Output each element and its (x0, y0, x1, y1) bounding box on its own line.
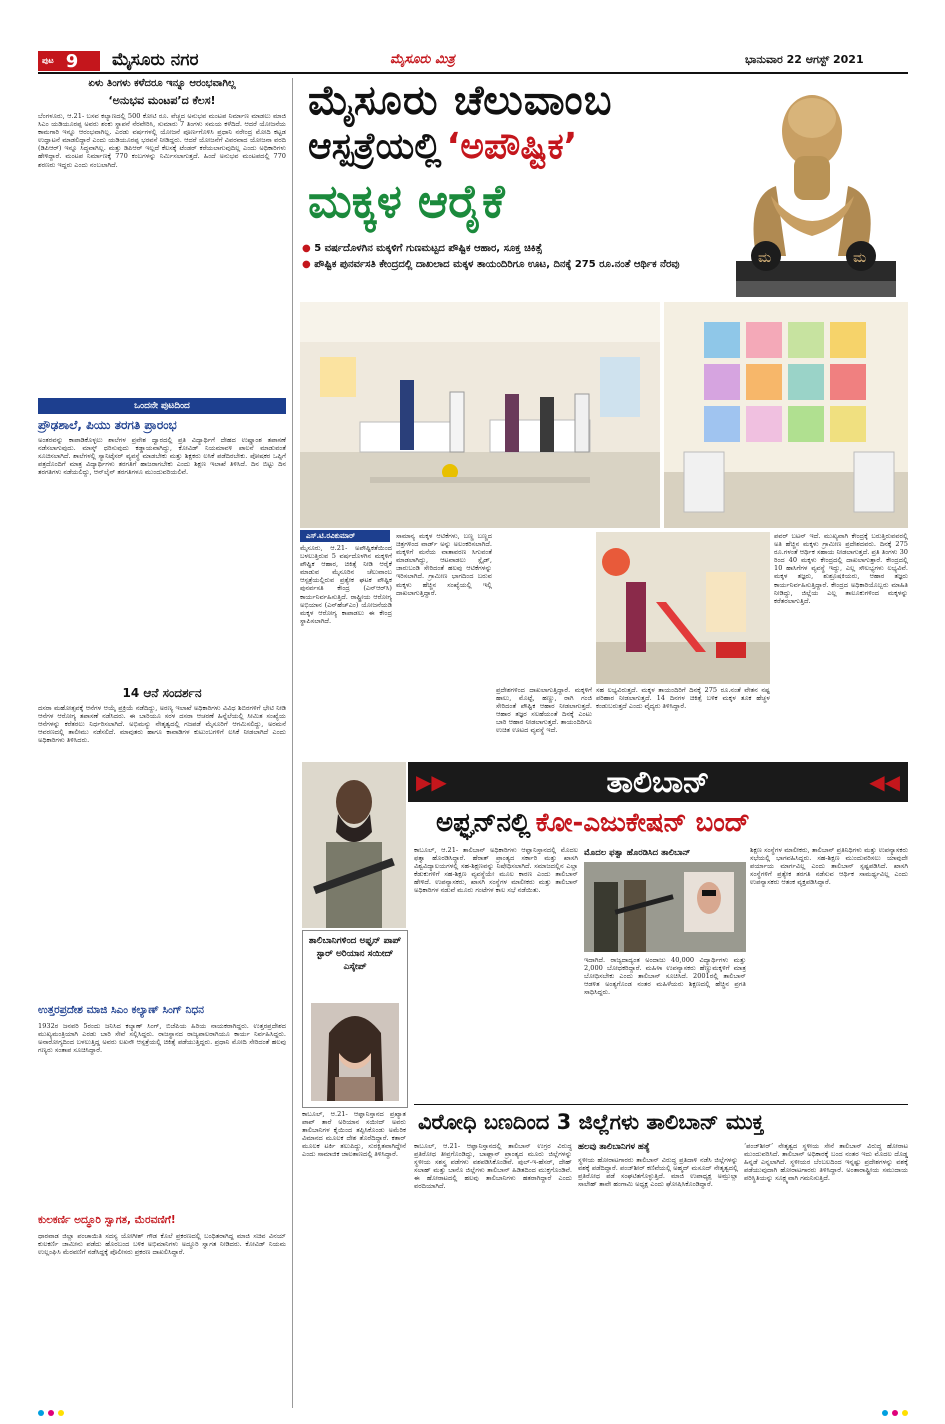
taliban-body-col: ಶಿಕ್ಷಣ ಸಂಸ್ಥೆಗಳ ಮಾಲೀಕರು, ತಾಲಿಬಾನ್ ಪ್ರತಿನಿಧಿಗಳು ಮತ್ತು ಉಪನ್ಯಾಸಕರು ಸಭೆಯಲ್ಲಿ ಭಾಗವಹಿಸಿದ್ದರು. ಸಹ-ಶಿಕ್ಷಣ ಮುಂದುವರಿಸಲು ಯಾವುದೇ ಪರ್ಯಾಯ ಮಾರ್ಗವಿಲ್ಲ ಎಂದು ತಾಲಿಬಾನ್ ಸ್ಪಷ್ಟಪಡಿಸಿದೆ. ಖಾಸಗಿ ಸಂಸ್ಥೆಗಳಿಗೆ ಪ್ರತ್ಯೇಕ ತರಗತಿ ನಡೆಸುವ ಆರ್ಥಿಕ ಸಾಮರ್ಥ್ಯವಿಲ್ಲ ಎಂದು ಉಪನ್ಯಾಸಕರು ಆತಂಕ ವ್ಯಕ್ತಪಡಿಸಿದ್ದಾರೆ. (750, 846, 908, 887)
lead-body-col: ಸಾಮಾನ್ಯ ಮಕ್ಕಳ ಆಟಿಕೆಗಳು, ಬಣ್ಣ ಬಣ್ಣದ ಚಿತ್ರಗಳಿಂದ ವಾರ್ಡ್ ಅನ್ನು ಅಲಂಕರಿಸಲಾಗಿದೆ. ಮಕ್ಕಳಿಗೆ ಮನೆಯ ವಾತಾವರಣ ಸಿಗುವಂತೆ ಮಾಡಲಾಗಿದ್ದು, ಆಟವಾಡಲು ಸ್ಲೈಡ್, ಜಾರುಬಂಡಿ ಸೇರಿದಂತೆ ಹಲವು ಆಟಿಕೆಗಳನ್ನು ಇರಿಸಲಾಗಿದೆ. ಗ್ರಾಮೀಣ ಭಾಗದಿಂದ ಬರುವ ಮಕ್ಕಳು ಹೆಚ್ಚಿನ ಸಂಖ್ಯೆಯಲ್ಲಿ ಇಲ್ಲಿ ದಾಖಲಾಗುತ್ತಿದ್ದಾರೆ. (396, 532, 492, 597)
continuation-label: ಒಂದನೇ ಪುಟದಿಂದ (134, 401, 190, 411)
taliban-section (296, 758, 908, 1408)
photo-caption: ಮೊದಲ ಫತ್ವಾ ಹೊರಡಿಸಿದ ತಾಲಿಬಾನ್ (584, 848, 691, 858)
bottom-body-col: ಕಾಬೂಲ್, ಆ.21- ಆಫ್ಘಾನಿಸ್ತಾನದಲ್ಲಿ ತಾಲಿಬಾನ್ ಉಗ್ರರ ವಿರುದ್ಧ ಪ್ರತಿರೋಧ ತೀವ್ರಗೊಂಡಿದ್ದು, ಬಾಘ್ಲಾನ್ ಪ್ರಾಂತ್ಯದ ಮೂರು ಜಿಲ್ಲೆಗಳನ್ನು ಸ್ಥಳೀಯ ಸಶಸ್ತ್ರ ಪಡೆಗಳು ವಶಪಡಿಸಿಕೊಂಡಿವೆ. ಪುಲ್-ಇ-ಹೆಸರ್, ದೇಹ್ ಸಲಾಹ್ ಮತ್ತು ಬಾನೊ ಜಿಲ್ಲೆಗಳು ತಾಲಿಬಾನ್ ಹಿಡಿತದಿಂದ ಮುಕ್ತಗೊಂಡಿವೆ. ಈ ಹೋರಾಟದಲ್ಲಿ ಹಲವು ತಾಲಿಬಾನಿಗಳು ಹತರಾಗಿದ್ದಾರೆ ಎಂದು ವರದಿಯಾಗಿದೆ. (414, 1142, 572, 1191)
taliban-body-col: ಕಾಬೂಲ್, ಆ.21- ತಾಲಿಬಾನ್ ಅಧಿಕಾರಿಗಳು ಆಫ್ಘಾನಿಸ್ತಾನದಲ್ಲಿ ಮೊದಲ ಫತ್ವಾ ಹೊರಡಿಸಿದ್ದಾರೆ. ಹೆರಾತ್ ಪ್ರಾಂತ್ಯದ ಸರ್ಕಾರಿ ಮತ್ತು ಖಾಸಗಿ ವಿಶ್ವವಿದ್ಯಾಲಯಗಳಲ್ಲಿ ಸಹ-ಶಿಕ್ಷಣವನ್ನು ನಿಷೇಧಿಸಲಾಗಿದೆ. ಸಮಾಜದಲ್ಲಿನ ಎಲ್ಲಾ ಕೆಡುಕುಗಳಿಗೆ ಸಹ-ಶಿಕ್ಷಣ ವ್ಯವಸ್ಥೆಯೇ ಮೂಲ ಕಾರಣ ಎಂದು ತಾಲಿಬಾನ್ ಹೇಳಿದೆ. ಉಪನ್ಯಾಸಕರು, ಖಾಸಗಿ ಸಂಸ್ಥೆಗಳ ಮಾಲೀಕರು ಮತ್ತು ತಾಲಿಬಾನ್ ಅಧಿಕಾರಿಗಳ ನಡುವೆ ಮೂರು ಗಂಟೆಗಳ ಕಾಲ ಸಭೆ ನಡೆಯಿತು. (414, 846, 578, 895)
popstar-body: ಕಾಬೂಲ್, ಆ.21- ಆಫ್ಘಾನಿಸ್ತಾನದ ಪ್ರಖ್ಯಾತ ಪಾಪ್ ತಾರೆ ಅರಿಯಾನ ಸಯೀದ್ ಅವರು ತಾಲಿಬಾನಿಗಳ ಕೈಯಿಂದ ತಪ್ಪಿಸಿಕೊಂಡು ಅಮೆರಿಕ ವಿಮಾನದ ಮೂಲಕ ದೇಶ ತೊರೆದಿದ್ದಾರೆ. ಕತಾರ್ ಮೂಲಕ ಟರ್ಕಿ ತಲುಪಿದ್ದು, ಸುರಕ್ಷಿತವಾಗಿದ್ದೇನೆ ಎಂದು ಸಾಮಾಜಿಕ ಜಾಲತಾಣದಲ್ಲಿ ತಿಳಿಸಿದ್ದಾರೆ. (302, 1110, 406, 1159)
issue-date: ಭಾನುವಾರ 22 ಆಗಸ್ಟ್ 2021 (745, 53, 864, 66)
lead-bullet (302, 258, 712, 271)
taliban-headline (436, 808, 750, 839)
playroom-photo (664, 302, 908, 528)
popstar-photo (311, 1003, 399, 1101)
lead-headline-line3: ಮಕ್ಕಳ ಆರೈಕೆ (308, 174, 505, 228)
page-number-box (38, 51, 100, 71)
lead-body-col: ಸಹ ಲಭ್ಯವಿರುತ್ತದೆ. ಮಕ್ಕಳ ತಾಯಂದಿರಿಗೆ ದಿನಕ್ಕೆ 275 ರೂ.ನಂತೆ ವೇತನ ನಷ್ಟ ಪರಿಹಾರ ನೀಡಲಾಗುತ್ತದೆ. 14 ದಿನಗಳ ಚಿಕಿತ್ಸೆ ಬಳಿಕ ಮಕ್ಕಳ ತೂಕ ಹೆಚ್ಚಳ ಕಂಡುಬರುತ್ತದೆ ಎಂದು ವೈದ್ಯರು ತಿಳಿಸಿದ್ದಾರೆ. (596, 686, 770, 711)
banner-right-arrows-icon: ◀◀ (869, 770, 900, 794)
lead-bullet-text: ಪೌಷ್ಟಿಕ ಪುನರ್ವಸತಿ ಕೇಂದ್ರದಲ್ಲಿ ದಾಖಲಾದ ಮಕ್ಕಳ ತಾಯಂದಿರಿಗೂ ಊಟ, ದಿನಕ್ಕೆ 275 ರೂ.ನಂತೆ ಆರ್ಥಿಕ ನೆರವು (314, 259, 680, 270)
statue-image (716, 76, 908, 302)
lead-story (296, 74, 908, 756)
hospital-ward-photo (300, 302, 660, 528)
slide-photo (596, 532, 770, 684)
story-body: ಧಾರವಾಡ ಜಿಲ್ಲಾ ಪಂಚಾಯಿತಿ ಸದಸ್ಯ ಯೋಗೀಶ್ ಗೌಡ ಕೊಲೆ ಪ್ರಕರಣದಲ್ಲಿ ಬಂಧಿತರಾಗಿದ್ದ ಮಾಜಿ ಸಚಿವ ವಿನಯ್ ಕುಲಕರ್ಣಿ ಜಾಮೀನು ಪಡೆದು ಹೊರಬಂದ ಬಳಿಕ ಅಭಿಮಾನಿಗಳು ಅದ್ಧೂರಿ ಸ್ವಾಗತ ನೀಡಿದರು. ಕೋವಿಡ್ ನಿಯಮ ಉಲ್ಲಂಘಿಸಿ ಮೆರವಣಿಗೆ ನಡೆಸಿದ್ದಕ್ಕೆ ಪೊಲೀಸರು ಪ್ರಕರಣ ದಾಖಲಿಸಿದ್ದಾರೆ. (38, 1232, 286, 1257)
lead-body-col: ಮೈಸೂರು, ಆ.21- ಅಪೌಷ್ಟಿಕತೆಯಿಂದ ಬಳಲುತ್ತಿರುವ 5 ವರ್ಷದೊಳಗಿನ ಮಕ್ಕಳಿಗೆ ಪೌಷ್ಟಿಕ ಆಹಾರ, ಚಿಕಿತ್ಸೆ ನೀಡಿ ಆರೈಕೆ ಮಾಡುವ ಮೈಸೂರಿನ ಚೆಲುವಾಂಬ ಆಸ್ಪತ್ರೆಯಲ್ಲಿರುವ ಪ್ರತ್ಯೇಕ ಘಟಕ ಪೌಷ್ಟಿಕ ಪುನರ್ವಸತಿ ಕೇಂದ್ರ (ಎನ್‌ಆರ್‌ಸಿ) ಕಾರ್ಯನಿರ್ವಹಿಸುತ್ತಿದೆ. ರಾಷ್ಟ್ರೀಯ ಆರೋಗ್ಯ ಅಭಿಯಾನ (ಎನ್‌ಹೆಚ್‌ಎಂ) ಯೋಜನೆಯಡಿ ಮಕ್ಕಳ ಆರೋಗ್ಯ ಕಾಪಾಡಲು ಈ ಕೇಂದ್ರ ಸ್ಥಾಪಿಸಲಾಗಿದೆ. (300, 544, 392, 625)
section-name: ಮೈಸೂರು ನಗರ (112, 50, 199, 70)
lead-body-col: ಪವರ್ ಬಟನ್ ಇದೆ. ಮುಖ್ಯವಾಗಿ ಕೇಂದ್ರಕ್ಕೆ ಬರುತ್ತಿರುವವರಲ್ಲಿ ಅತಿ ಹೆಚ್ಚಿನ ಮಕ್ಕಳು ಗ್ರಾಮೀಣ ಪ್ರದೇಶದವರು. ದಿನಕ್ಕೆ 275 ರೂ.ಗಳಂತೆ ಆರ್ಥಿಕ ಸಹಾಯ ನೀಡಲಾಗುತ್ತದೆ. ಪ್ರತಿ ತಿಂಗಳು 30 ರಿಂದ 40 ಮಕ್ಕಳು ಕೇಂದ್ರದಲ್ಲಿ ದಾಖಲಾಗುತ್ತಾರೆ. ಕೇಂದ್ರದಲ್ಲಿ 10 ಹಾಸಿಗೆಗಳ ವ್ಯವಸ್ಥೆ ಇದ್ದು, ಎಲ್ಲ ಸೌಲಭ್ಯಗಳು ಲಭ್ಯವಿವೆ. ಮಕ್ಕಳ ತಜ್ಞರು, ಶುಶ್ರೂಷಕಿಯರು, ಆಹಾರ ತಜ್ಞರು ಕಾರ್ಯನಿರ್ವಹಿಸುತ್ತಿದ್ದಾರೆ. ಕೇಂದ್ರದ ಅಧಿಕಾರಿಯೊಬ್ಬರು ಮಾಹಿತಿ ನೀಡಿದ್ದು, ಜಿಲ್ಲೆಯ ಎಲ್ಲ ತಾಲೂಕುಗಳಿಂದ ಮಕ್ಕಳನ್ನು ಕರೆತರಲಾಗುತ್ತಿದೆ. (774, 532, 908, 605)
banner-title: ತಾಲಿಬಾನ್ (606, 764, 710, 800)
bottom-body-col: ‘ಪಂಜ್‌ಶೀರ್’ ನೇತೃತ್ವದ ಸ್ಥಳೀಯ ಸೇನೆ ತಾಲಿಬಾನ್ ವಿರುದ್ಧ ಹೋರಾಟ ಮುಂದುವರಿಸಿದೆ. ತಾಲಿಬಾನ್ ಅಧಿಕಾರಕ್ಕೆ ಬಂದ ನಂತರ ಇದು ಮೊದಲ ದೊಡ್ಡ ಹಿನ್ನಡೆ ಎನ್ನಲಾಗಿದೆ. ಸ್ಥಳೀಯರ ಬೆಂಬಲದಿಂದ ಇನ್ನಷ್ಟು ಪ್ರದೇಶಗಳನ್ನು ವಶಕ್ಕೆ ಪಡೆಯುವುದಾಗಿ ಹೋರಾಟಗಾರರು ತಿಳಿಸಿದ್ದಾರೆ. ಅಂತಾರಾಷ್ಟ್ರೀಯ ಸಮುದಾಯ ಪರಿಸ್ಥಿತಿಯನ್ನು ಸೂಕ್ಷ್ಮವಾಗಿ ಗಮನಿಸುತ್ತಿದೆ. (744, 1142, 908, 1183)
bottom-headline: ವಿರೋಧಿ ಬಣದಿಂದ 3 ಜಿಲ್ಲೆಗಳು ತಾಲಿಬಾನ್ ಮುಕ್ತ (418, 1110, 764, 1134)
svg-text:ಮ: ಮ (758, 250, 772, 266)
lead-body-col: ಪ್ರದೇಶಗಳಿಂದ ದಾಖಲಾಗುತ್ತಿದ್ದಾರೆ. ಮಕ್ಕಳಿಗೆ ಹಾಲು, ಮೊಟ್ಟೆ, ಹಣ್ಣು, ರಾಗಿ ಗಂಜಿ ಸೇರಿದಂತೆ ಪೌಷ್ಟಿಕ ಆಹಾರ ನೀಡಲಾಗುತ್ತದೆ. ಆಹಾರ ತಜ್ಞರ ಸಲಹೆಯಂತೆ ದಿನಕ್ಕೆ ಎಂಟು ಬಾರಿ ಆಹಾರ ನೀಡಲಾಗುತ್ತದೆ. ತಾಯಂದಿರಿಗೂ ಉಚಿತ ಊಟದ ವ್ಯವಸ್ಥೆ ಇದೆ. (496, 686, 592, 735)
gunman-photo (302, 762, 406, 928)
continuation-bar (38, 398, 286, 414)
byline-tag (300, 530, 390, 542)
section-rule (414, 1104, 908, 1105)
lead-bullet (302, 242, 722, 255)
page-label: ಪುಟ (42, 56, 54, 65)
story-body: ಬೆಂಗಳೂರು, ಆ.21- ಬಸವ ಕಲ್ಯಾಣದಲ್ಲಿ 500 ಕೋಟಿ ರೂ. ವೆಚ್ಚದ ಅನುಭವ ಮಂಟಪ ನಿರ್ಮಾಣ ಮಾಡಲು ಮಾಜಿ ಸಿಎಂ ಯಡಿಯೂರಪ್ಪ ಅವರು ಶಂಕು ಸ್ಥಾಪನೆ ನೆರವೇರಿಸಿ, ಸುಮಾರು 7 ತಿಂಗಳು ಸಮಯ ಕಳೆದಿದೆ. ಆದರೆ ಯೋಜನೆಯ ಕಾಮಗಾರಿ ಇನ್ನೂ ಆರಂಭವಾಗಿಲ್ಲ. ಎರಡು ವರ್ಷಗಳಲ್ಲಿ ಯೋಜನೆ ಪೂರ್ಣಗೊಳಿಸಿ ಪ್ರಧಾನಿ ನರೇಂದ್ರ ಮೋದಿ ಕಟ್ಟಡ ಉದ್ಘಾಟನೆ ಮಾಡಲಿದ್ದಾರೆ ಎಂದು ಯಡಿಯೂರಪ್ಪ ಭರವಸೆ ನೀಡಿದ್ದರು. ಆದರೆ ಯೋಜನೆಗೆ ವಿವರವಾದ ಯೋಜನಾ ವರದಿ (ಡಿಪಿಆರ್) ಇನ್ನೂ ಸಿದ್ಧವಾಗಿಲ್ಲ. ಮತ್ತು ಡಿಪಿಆರ್ ಇಲ್ಲದೆ ಕೆಲಸಕ್ಕೆ ಟೆಂಡರ್ ಕರೆಯಲಾಗುವುದಿಲ್ಲ ಎಂದು ಅಧಿಕಾರಿಗಳು ಹೇಳಿದ್ದಾರೆ. ಮಂಟಪ ನಿರ್ಮಾಣಕ್ಕೆ 770 ಕಂಬಗಳನ್ನು ನಿರ್ಮಿಸಲಾಗುತ್ತದೆ. ಹಿಂದೆ ಅನುಭವ ಮಂಟಪದಲ್ಲಿ 770 ಶರಣರು ಇದ್ದರು ಎಂದು ನಂಬಲಾಗಿದೆ. (38, 112, 286, 169)
byline-text: ಎಸ್.ಟಿ.ರವಿಕುಮಾರ್ (306, 531, 356, 540)
story-headline: 14 ಆನೆ ಸಂದರ್ಶನ (122, 686, 202, 700)
story-headline: ಕುಲಕರ್ಣಿ ಅದ್ಧೂರಿ ಸ್ವಾಗತ, ಮೆರವಣಿಗೆ! (38, 1214, 176, 1226)
bullet-dot-icon: ● (302, 243, 315, 254)
bottom-subhead: ಹಲವು ತಾಲಿಬಾನಿಗಳ ಹತ್ಯೆ (578, 1142, 650, 1152)
taliban-fighters-photo (584, 862, 746, 952)
story-body: ದಸರಾ ಮಹೋತ್ಸವಕ್ಕೆ ಆನೆಗಳ ಆಯ್ಕೆ ಪ್ರಕ್ರಿಯೆ ನಡೆದಿದ್ದು, ಅರಣ್ಯ ಇಲಾಖೆ ಅಧಿಕಾರಿಗಳು ವಿವಿಧ ಶಿಬಿರಗಳಿಗೆ ಭೇಟಿ ನೀಡಿ ಆನೆಗಳ ಆರೋಗ್ಯ ತಪಾಸಣೆ ನಡೆಸಿದರು. ಈ ಬಾರಿಯೂ ಸರಳ ದಸರಾ ಆಚರಣೆ ಹಿನ್ನೆಲೆಯಲ್ಲಿ ಸೀಮಿತ ಸಂಖ್ಯೆಯ ಆನೆಗಳನ್ನು ಕರೆತರಲು ನಿರ್ಧರಿಸಲಾಗಿದೆ. ಅಭಿಮನ್ಯು ನೇತೃತ್ವದಲ್ಲಿ ಗಜಪಡೆ ಮೈಸೂರಿಗೆ ಆಗಮಿಸಲಿದ್ದು, ಅರಮನೆ ಆವರಣದಲ್ಲಿ ತಾಲೀಮು ನಡೆಸಲಿದೆ. ಮಾವುತರು ಹಾಗೂ ಕಾವಾಡಿಗಳ ಕುಟುಂಬಗಳಿಗೆ ಲಸಿಕೆ ನೀಡಲಾಗಿದೆ ಎಂದು ಅಧಿಕಾರಿಗಳು ತಿಳಿಸಿದರು. (38, 704, 286, 745)
headline-highlight: ಕೋ-ಎಜುಕೇಷನ್ ಬಂದ್ (535, 808, 750, 838)
story-body: ಅಂತರವನ್ನು ಕಾಪಾಡಿಕೊಳ್ಳಲು ಶಾಲೆಗಳ ಪ್ರವೇಶ ದ್ವಾರದಲ್ಲಿ ಪ್ರತಿ ವಿದ್ಯಾರ್ಥಿಗೆ ದೇಹದ ಉಷ್ಣಾಂಶ ತಪಾಸಣೆ ನಡೆಸಲಾಗುವುದು. ಮಾಸ್ಕ್ ಧರಿಸುವುದು ಕಡ್ಡಾಯವಾಗಿದ್ದು, ಕೋವಿಡ್ ನಿಯಮಾವಳಿ ಪಾಲನೆ ಮಾಡುವಂತೆ ಸೂಚಿಸಲಾಗಿದೆ. ಶಾಲೆಗಳಲ್ಲಿ ಸ್ಯಾನಿಟೈಸರ್ ವ್ಯವಸ್ಥೆ ಮಾಡಬೇಕು ಮತ್ತು ಶಿಕ್ಷಕರು ಲಸಿಕೆ ಪಡೆದಿರಬೇಕು. ಪೋಷಕರ ಒಪ್ಪಿಗೆ ಪತ್ರದೊಂದಿಗೆ ಮಾತ್ರ ವಿದ್ಯಾರ್ಥಿಗಳು ತರಗತಿಗೆ ಹಾಜರಾಗಬೇಕು ಎಂದು ಶಿಕ್ಷಣ ಇಲಾಖೆ ತಿಳಿಸಿದೆ. ದಿನ ಬಿಟ್ಟು ದಿನ ತರಗತಿಗಳು ನಡೆಯಲಿದ್ದು, ಆನ್‌ಲೈನ್ ತರಗತಿಗಳೂ ಮುಂದುವರಿಯಲಿವೆ. (38, 436, 286, 477)
page-number: 9 (65, 50, 79, 72)
taliban-banner (408, 762, 908, 802)
lead-headline-line2 (308, 126, 577, 168)
story-headline: ‘ಅನುಭವ ಮಂಟಪ’ದ ಕೆಲಸ! (108, 94, 216, 107)
headline-part: ಅಫ್ಘನ್‌ನಲ್ಲಿ (436, 808, 531, 838)
lead-headline-part: ಆಸ್ಪತ್ರೆಯಲ್ಲಿ (308, 126, 442, 167)
lead-headline-highlight: ‘ಅಪೌಷ್ಟಿಕ’ (446, 126, 578, 167)
story-body: 1932ರ ಜನವರಿ 5ರಂದು ಜನಿಸಿದ ಕಲ್ಯಾಣ್ ಸಿಂಗ್, ಬಿಜೆಪಿಯ ಹಿರಿಯ ನಾಯಕರಾಗಿದ್ದರು. ಉತ್ತರಪ್ರದೇಶದ ಮುಖ್ಯಮಂತ್ರಿಯಾಗಿ ಎರಡು ಬಾರಿ ಸೇವೆ ಸಲ್ಲಿಸಿದ್ದರು. ರಾಜಸ್ಥಾನದ ರಾಜ್ಯಪಾಲರಾಗಿಯೂ ಕಾರ್ಯ ನಿರ್ವಹಿಸಿದ್ದರು. ಅನಾರೋಗ್ಯದಿಂದ ಬಳಲುತ್ತಿದ್ದ ಅವರು ಲಖನೌ ಆಸ್ಪತ್ರೆಯಲ್ಲಿ ಚಿಕಿತ್ಸೆ ಪಡೆಯುತ್ತಿದ್ದರು. ಪ್ರಧಾನಿ ಮೋದಿ ಸೇರಿದಂತೆ ಹಲವು ಗಣ್ಯರು ಸಂತಾಪ ಸೂಚಿಸಿದ್ದಾರೆ. (38, 1022, 286, 1055)
lead-bullet-text: 5 ವರ್ಷದೊಳಗಿನ ಮಕ್ಕಳಿಗೆ ಗುಣಮಟ್ಟದ ಪೌಷ್ಟಿಕ ಆಹಾರ, ಸೂಕ್ತ ಚಿಕಿತ್ಸೆ (314, 243, 543, 254)
column-divider (292, 78, 293, 1408)
masthead-logo: ಮೈಸೂರು ಮಿತ್ರ (390, 52, 455, 67)
popstar-caption: ತಾಲಿಬಾನಿಗಳಿಂದ ಅಫ್ಘನ್ ಪಾಪ್ ಸ್ಟಾರ್ ಅರಿಯಾನ ಸಯೀದ್ ಎಸ್ಕೇಪ್ (308, 936, 402, 972)
taliban-body-col: ಇದಾಗಿದೆ. ರಾಜ್ಯದಾದ್ಯಂತ ಅಂದಾಜು 40,000 ವಿದ್ಯಾರ್ಥಿಗಳು ಮತ್ತು 2,000 ಬೋಧಕರಿದ್ದಾರೆ. ಮಹಿಳಾ ಉಪನ್ಯಾಸಕರು ಹೆಣ್ಣುಮಕ್ಕಳಿಗೆ ಮಾತ್ರ ಬೋಧಿಸಬೇಕು ಎಂದು ತಾಲಿಬಾನ್ ಸೂಚಿಸಿದೆ. 2001ರಲ್ಲಿ ತಾಲಿಬಾನ್ ಆಡಳಿತ ಅಂತ್ಯಗೊಂಡ ನಂತರ ಮಹಿಳೆಯರು ಶಿಕ್ಷಣದಲ್ಲಿ ಹೆಚ್ಚಿನ ಪ್ರಗತಿ ಸಾಧಿಸಿದ್ದರು. (584, 956, 746, 997)
left-column (38, 78, 286, 1408)
lead-headline-line1: ಮೈಸೂರು ಚೆಲುವಾಂಬ (308, 76, 613, 124)
story-kicker: ಏಳು ತಿಂಗಳು ಕಳೆದರೂ ಇನ್ನೂ ಆರಂಭವಾಗಿಲ್ಲ (88, 78, 236, 89)
page-header (0, 0, 945, 78)
popstar-box (302, 930, 408, 1108)
print-registration-marks (38, 1410, 908, 1418)
banner-left-arrows-icon: ▶▶ (416, 770, 447, 794)
bottom-body-col: ಸ್ಥಳೀಯ ಹೋರಾಟಗಾರರು ತಾಲಿಬಾನ್ ವಿರುದ್ಧ ಪ್ರತಿದಾಳಿ ನಡೆಸಿ ಜಿಲ್ಲೆಗಳನ್ನು ವಶಕ್ಕೆ ಪಡೆದಿದ್ದಾರೆ. ಪಂಜ್‌ಶೀರ್ ಕಣಿವೆಯಲ್ಲಿ ಅಹ್ಮದ್ ಮಸೂದ್ ನೇತೃತ್ವದಲ್ಲಿ ಪ್ರತಿರೋಧ ಪಡೆ ಸಂಘಟಿತಗೊಳ್ಳುತ್ತಿದೆ. ಮಾಜಿ ಉಪಾಧ್ಯಕ್ಷ ಅಮ್ರುಲ್ಲಾ ಸಾಲೇಹ್ ತಾವೇ ಹಂಗಾಮಿ ಅಧ್ಯಕ್ಷ ಎಂದು ಘೋಷಿಸಿಕೊಂಡಿದ್ದಾರೆ. (578, 1156, 738, 1189)
svg-text:ಮ: ಮ (853, 250, 867, 266)
bullet-dot-icon: ● (302, 259, 315, 270)
story-headline: ಪ್ರೌಢಶಾಲೆ, ಪಿಯು ತರಗತಿ ಪ್ರಾರಂಭ (38, 418, 177, 432)
story-headline: ಉತ್ತರಪ್ರದೇಶ ಮಾಜಿ ಸಿಎಂ ಕಲ್ಯಾಣ್ ಸಿಂಗ್ ನಿಧನ (38, 1004, 204, 1016)
